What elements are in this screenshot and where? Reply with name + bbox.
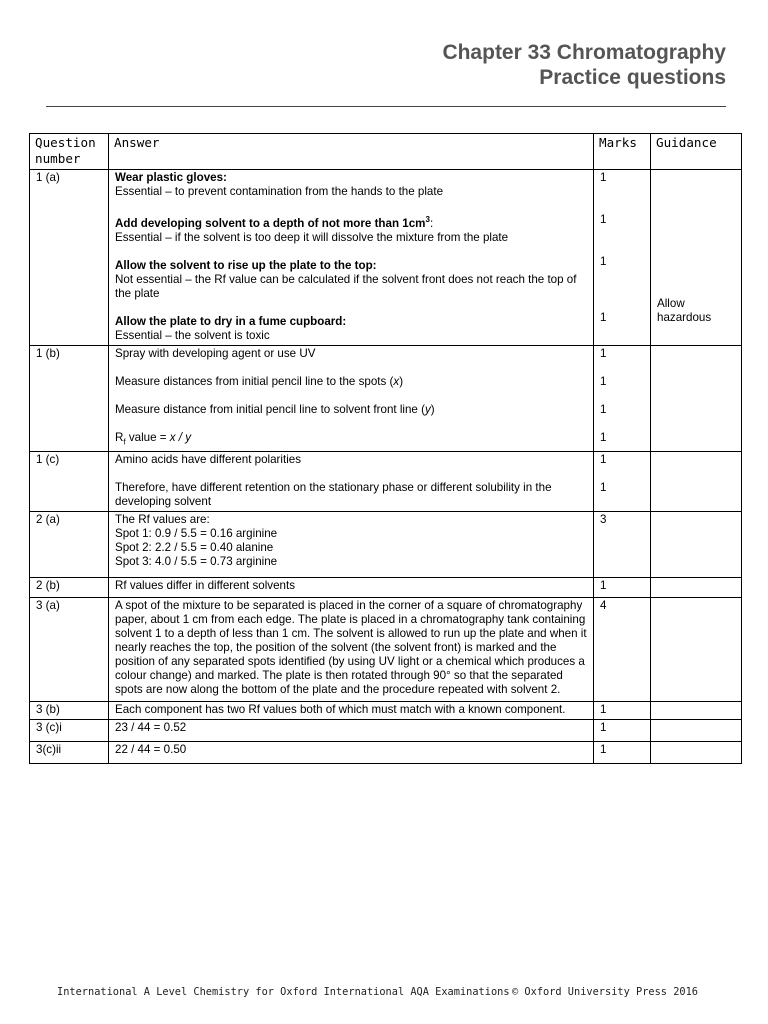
subscript: f [123,437,126,447]
marks-cell [594,452,651,512]
marks-cell: 1 [594,720,651,742]
bracket: ) [430,402,435,416]
answer-cell: Each component has two Rf values both of which must match with a known component. [109,702,594,720]
guidance-cell [651,345,742,451]
guidance-cell [651,452,742,512]
marks-cell [594,345,651,451]
question-number: 1 (b) [30,345,109,451]
answer-text: Spot 1: 0.9 / 5.5 = 0.16 arginine [115,527,278,541]
mark: 1 [600,430,607,444]
answer-cell [109,512,594,578]
guidance-cell [651,702,742,720]
page-header [442,40,726,90]
answer-header: Answer [109,134,594,170]
marks-cell [594,170,651,346]
mark: 1 [600,255,607,268]
guidance-cell [651,170,742,346]
superscript: 3 [425,215,430,224]
answer-text: value = [125,430,170,444]
table-row [30,702,742,720]
answer-text: The Rf values are: [115,513,210,527]
mark: 1 [600,311,607,324]
formula: x / y [169,430,192,444]
answer-cell: 22 / 44 = 0.50 [109,742,594,764]
question-number: 3 (c)i [30,720,109,742]
bracket: ) [399,374,404,388]
mark: 1 [600,453,607,467]
section-title: Practice questions [539,66,726,89]
answer-cell: A spot of the mixture to be separated is placed in the corner of a square of chromatography paper, about 1 cm from each edge. The plate is placed in a chromatography tank containing solvent 1 to a depth of less than 1 cm. The solvent is allowed to run up the plate and when it nearly reaches the top, the position of the solvent (the solvent front) is marked and the position of any separated spots identified (by using UV light or a chemical which produces a colour change) and marked. The plate is then rotated through 90° so that the separated spots are now along the bottom of the plate and the procedure repeated with solvent 2. [109,598,594,702]
table-row [30,720,742,742]
table-row [30,170,742,346]
guidance-text: Allow hazardous [657,297,712,324]
question-number: 3 (a) [30,598,109,702]
answer-cell: 23 / 44 = 0.52 [109,720,594,742]
guidance-cell [651,598,742,702]
guidance-cell [651,720,742,742]
mark: 1 [600,374,607,388]
guidance-cell [651,578,742,598]
question-number: 3(c)ii [30,742,109,764]
table-row [30,452,742,512]
question-number-header: Question number [30,134,109,170]
answer-text: Measure distance from initial pencil line to solvent front line ( [115,402,425,416]
variable: x [393,374,400,388]
question-number: 1 (a) [30,170,109,346]
answer-cell [109,452,594,512]
mark: 1 [600,481,607,495]
table-row [30,512,742,578]
answer-cell [109,345,594,451]
answer-text: Not essential – the Rf value can be calculated if the solvent front does not reach the top of the plate [115,272,577,300]
marks-cell: 1 [594,578,651,598]
header-rule [46,106,726,107]
marks-cell: 1 [594,702,651,720]
answer-text: Essential – to prevent contamination from the hands to the plate [115,185,444,198]
question-number: 2 (b) [30,578,109,598]
table-header-row [30,134,742,170]
answer-text: Spot 2: 2.2 / 5.5 = 0.40 alanine [115,541,274,555]
variable: y [424,402,431,416]
answer-text: Essential – the solvent is toxic [115,328,270,342]
answer-text: Amino acids have different polarities [115,453,302,467]
answer-point: Wear plastic gloves: [115,171,227,184]
answer-point: Add developing solvent to a depth of not more than 1cm [115,216,426,230]
marks-cell: 4 [594,598,651,702]
answer-cell: Rf values differ in different solvents [109,578,594,598]
table-row [30,578,742,598]
question-number: 2 (a) [30,512,109,578]
mark: 1 [600,346,607,360]
table-row [30,742,742,764]
table-row [30,345,742,451]
answer-cell [109,170,594,346]
mark: 1 [600,402,607,416]
answer-point: Allow the plate to dry in a fume cupboard: [115,314,347,328]
footer-publication: International A Level Chemistry for Oxford International AQA Examinations [57,986,510,998]
mark: 1 [600,171,607,184]
question-number: 3 (b) [30,702,109,720]
marks-cell: 3 [594,512,651,578]
marks-header: Marks [594,134,651,170]
guidance-header: Guidance [651,134,742,170]
guidance-cell [651,742,742,764]
answer-text: Spray with developing agent or use UV [115,346,316,360]
footer-copyright: © Oxford University Press 2016 [512,986,698,998]
answer-text: Therefore, have different retention on the stationary phase or different solubility in the developing solvent [115,481,552,509]
answer-text: Measure distances from initial pencil line to the spots ( [115,374,394,388]
answer-text: Essential – if the solvent is too deep it will dissolve the mixture from the plate [115,230,509,244]
marks-cell: 1 [594,742,651,764]
answer-point: Allow the solvent to rise up the plate to the top: [115,258,377,272]
table-row [30,598,742,702]
colon: : [429,216,434,230]
chapter-title: Chapter 33 Chromatography [442,41,726,64]
mark: 1 [600,213,607,226]
question-number: 1 (c) [30,452,109,512]
mark-scheme-table [29,133,742,764]
answer-text: R [115,430,124,444]
answer-text: Spot 3: 4.0 / 5.5 = 0.73 arginine [115,555,278,569]
guidance-cell [651,512,742,578]
